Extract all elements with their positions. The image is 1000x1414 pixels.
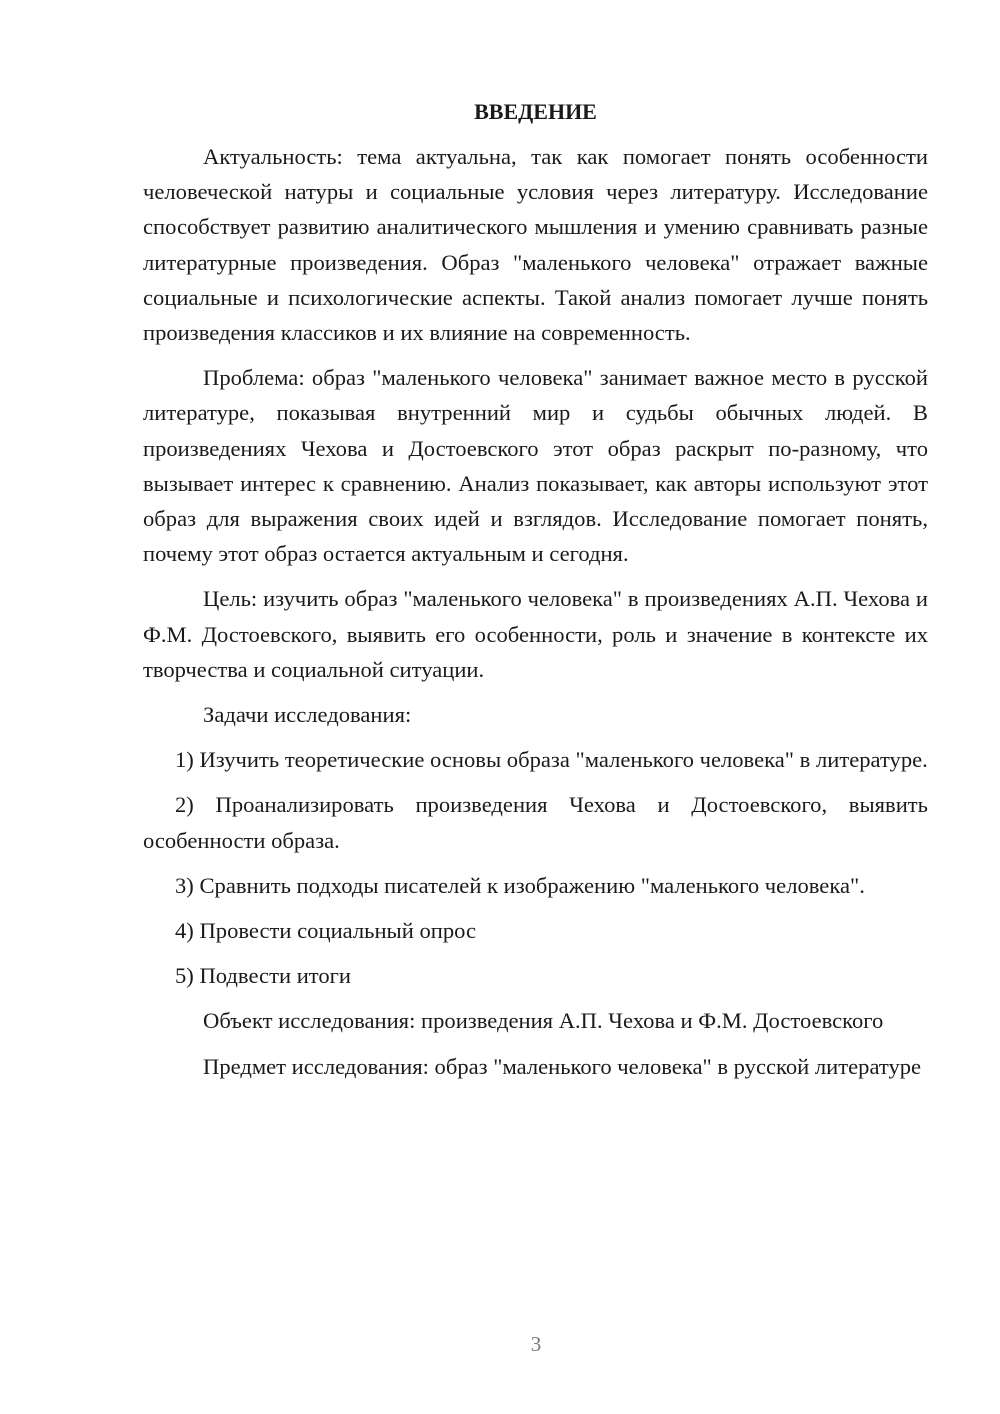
section-heading: ВВЕДЕНИЕ — [474, 99, 597, 124]
task-item-2: 2) Проанализировать произведения Чехова и Достоевского, выявить особенности образа. — [143, 792, 928, 853]
page-number: 3 — [530, 1332, 542, 1356]
relevance-paragraph: Актуальность: тема актуальна, так как помогает понять особенности человеческой натуры и социальные условия через литературу. Исследование способствует развитию аналитического мышления и умению сравнивать разные литературные произведения. Образ "маленького человека" отражает важные социальные и психологические аспекты. Такой анализ помогает лучше понять произведения классиков и их влияние на современность. — [143, 144, 928, 346]
task-item-3: 3) Сравнить подходы писателей к изображению "маленького человека". — [175, 872, 865, 898]
task-item-5: 5) Подвести итоги — [175, 963, 352, 989]
tasks-title: Задачи исследования: — [203, 702, 412, 728]
problem-paragraph: Проблема: образ "маленького человека" занимает важное место в русской литературе, показывая внутренний мир и судьбы обычных людей. В произведениях Чехова и Достоевского этот образ раскрыт по-разному, что вызывает интерес к сравнению. Анализ показывает, как авторы используют этот образ для выражения своих идей и взглядов. Исследование помогает понять, почему этот образ остается актуальным и сегодня. — [143, 365, 928, 567]
object-paragraph: Объект исследования: произведения А.П. Чехова и Ф.М. Достоевского — [203, 1008, 884, 1034]
task-item-4: 4) Провести социальный опрос — [175, 918, 477, 944]
goal-paragraph: Цель: изучить образ "маленького человека" в произведениях А.П. Чехова и Ф.М. Достоевского, выявить его особенности, роль и значение в контексте их творчества и социальной ситуации. — [143, 586, 928, 682]
page-content — [143, 94, 928, 1084]
task-item-1: 1) Изучить теоретические основы образа "маленького человека" в литературе. — [175, 747, 928, 773]
subject-paragraph: Предмет исследования: образ "маленького человека" в русской литературе — [203, 1053, 922, 1079]
